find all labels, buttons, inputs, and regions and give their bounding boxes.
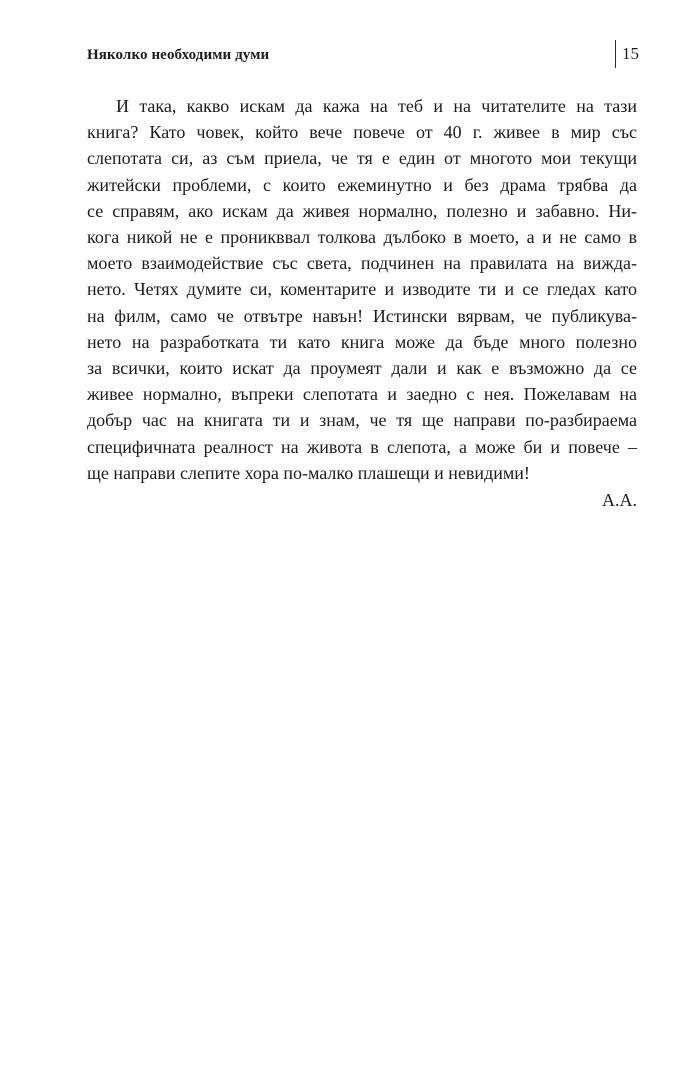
text-line: за всички, които искат да проумеят дали и как е възможно да се: [87, 358, 637, 379]
text-line: ще направи слепите хора по-малко плашещи и невидими!: [87, 462, 530, 483]
text-line: житейски проблеми, с които ежеминутно и без драма трябва да: [87, 174, 637, 195]
text-line: добър час на книгата ти и знам, че тя ще направи по-разбираема: [87, 410, 637, 431]
text-line: се справям, ако искам да живея нормално, полезно и забавно. Ни-: [87, 200, 637, 221]
text-line: моето взаимодействие със света, подчинен на правилата на вижда-: [87, 253, 637, 274]
text-line: на филм, само че отвътре навън! Истински вярвам, че публикува-: [87, 305, 637, 326]
running-head: Няколко необходими думи: [87, 47, 270, 63]
text-line: И така, какво искам да кажа на теб и на читателите на тази: [116, 96, 637, 116]
text-line: слепотата си, аз съм приела, че тя е един от многото мои текущи: [87, 148, 637, 169]
text-line: книга? Като човек, който вече повече от 40 г. живее в мир със: [87, 122, 637, 143]
text-line: кога никой не е проникввал толкова дълбоко в моето, а и не само в: [87, 227, 637, 248]
text-line: нето. Четях думите си, коментарите и изводите ти и се гледах като: [87, 279, 637, 300]
paragraph: [87, 93, 637, 513]
page-number: 15: [622, 44, 639, 63]
text-line: живее нормално, въпреки слепотата и заедно с нея. Пожелавам на: [87, 384, 637, 405]
page-number-block: [615, 40, 639, 68]
page-number-rule: [615, 40, 616, 68]
signature: А.А.: [602, 490, 637, 511]
text-line: нето на разработката ти като книга може да бъде много полезно: [87, 331, 637, 352]
text-line: специфичната реалност на живота в слепота, а може би и повече –: [87, 436, 637, 457]
